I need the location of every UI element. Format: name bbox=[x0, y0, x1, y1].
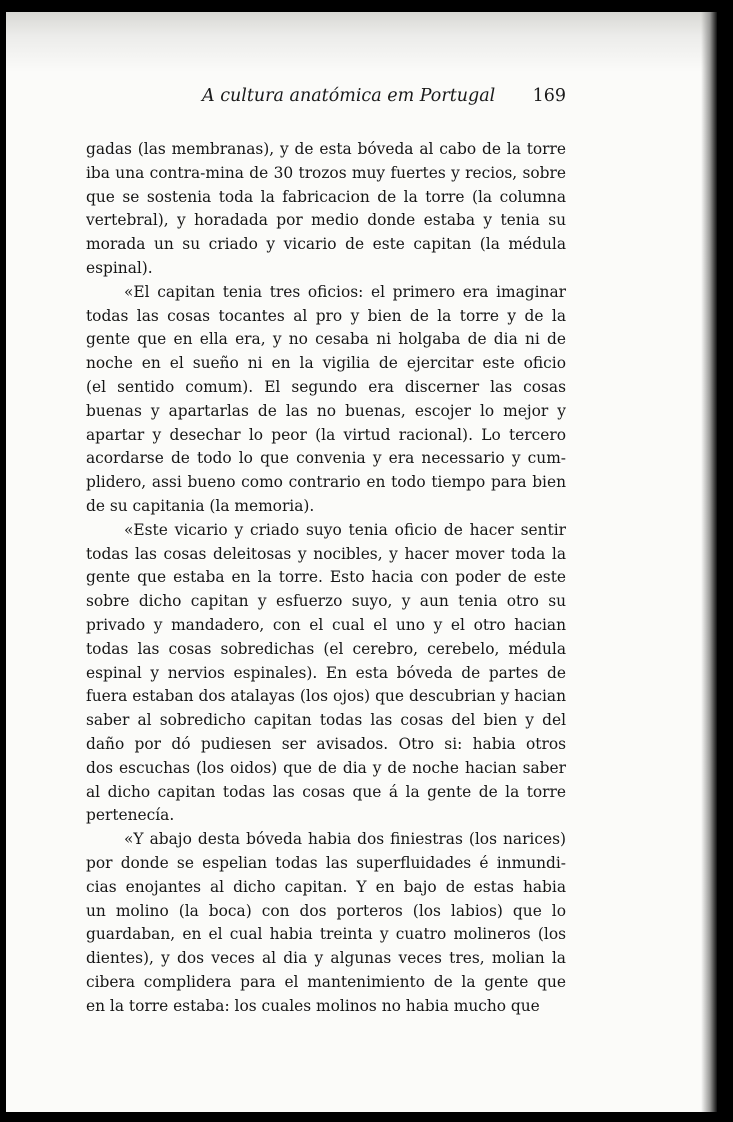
page-header bbox=[86, 86, 566, 112]
scan-edge-right bbox=[701, 12, 717, 1112]
text-line: gente que en ella era, y no cesaba ni holgaba de dia ni de bbox=[86, 330, 566, 349]
text-line: gadas (las membranas), y de esta bóveda al cabo de la torre bbox=[86, 140, 566, 158]
text-line: al dicho capitan todas las cosas que á la gente de la torre bbox=[86, 782, 566, 801]
body-text bbox=[86, 138, 566, 1018]
text-line: de su capitania (la memoria). bbox=[86, 496, 315, 515]
text-line: cibera complidera para el mantenimiento de la gente que bbox=[86, 972, 566, 991]
text-line: iba una contra-mina de 30 trozos muy fuertes y recios, sobre bbox=[86, 163, 566, 182]
text-line: privado y mandadero, con el cual el uno y el otro hacian bbox=[86, 615, 566, 634]
text-line: cias enojantes al dicho capitan. Y en bajo de estas habia bbox=[86, 877, 566, 896]
text-line: acordarse de todo lo que convenia y era necessario y cum- bbox=[86, 449, 566, 468]
paragraph bbox=[86, 138, 566, 281]
text-line: espinal y nervios espinales). En esta bóveda de partes de bbox=[86, 663, 566, 682]
text-line: que se sostenia toda la fabricacion de la torre (la columna bbox=[86, 187, 566, 206]
paragraph bbox=[86, 281, 566, 519]
text-line: «Y abajo desta bóveda habia dos finiestras (los narices) bbox=[124, 830, 566, 849]
text-line: saber al sobredicho capitan todas las cosas del bien y del bbox=[86, 711, 566, 730]
text-line: pertenecía. bbox=[86, 806, 175, 825]
text-line: «Este vicario y criado suyo tenia oficio de hacer sentir bbox=[124, 520, 566, 539]
text-line: apartar y desechar lo peor (la virtud racional). Lo tercero bbox=[86, 425, 566, 444]
text-line: gente que estaba en la torre. Esto hacia con poder de este bbox=[86, 568, 566, 587]
text-line: plidero, assi bueno como contrario en todo tiempo para bien bbox=[86, 473, 566, 492]
text-line: un molino (la boca) con dos porteros (los labios) que lo bbox=[86, 901, 566, 920]
text-line: todas las cosas deleitosas y nocibles, y hacer mover toda la bbox=[86, 544, 566, 563]
text-line: dientes), y dos veces al dia y algunas veces tres, molian la bbox=[86, 949, 566, 968]
text-line: sobre dicho capitan y esfuerzo suyo, y aun tenia otro su bbox=[86, 592, 566, 611]
scan-shadow-top bbox=[6, 12, 717, 72]
page-number: 169 bbox=[532, 86, 566, 106]
paragraph bbox=[86, 828, 566, 1018]
text-line: buenas y apartarlas de las no buenas, escojer lo mejor y bbox=[86, 401, 566, 420]
text-line: todas las cosas tocantes al pro y bien de la torre y de la bbox=[86, 306, 566, 325]
running-title: A cultura anatómica em Portugal bbox=[202, 86, 496, 106]
text-line: guardaban, en el cual habia treinta y cuatro molineros (los bbox=[86, 925, 566, 944]
text-line: (el sentido comum). El segundo era discerner las cosas bbox=[86, 377, 566, 396]
text-line: «El capitan tenia tres oficios: el primero era imaginar bbox=[124, 282, 566, 301]
text-line: por donde se espelian todas las superfluidades é inmundi- bbox=[86, 853, 566, 872]
book-page bbox=[6, 12, 717, 1112]
text-line: dos escuchas (los oidos) que de dia y de noche hacian saber bbox=[86, 758, 566, 777]
text-line: fuera estaban dos atalayas (los ojos) que descubrian y hacian bbox=[86, 687, 566, 706]
text-line: daño por dó pudiesen ser avisados. Otro si: habia otros bbox=[86, 734, 566, 753]
text-line: todas las cosas sobredichas (el cerebro, cerebelo, médula bbox=[86, 639, 566, 658]
text-line: espinal). bbox=[86, 258, 153, 277]
text-line: noche en el sueño ni en la vigilia de ejercitar este oficio bbox=[86, 354, 566, 373]
paragraph bbox=[86, 519, 566, 828]
text-line: vertebral), y horadada por medio donde estaba y tenia su bbox=[86, 211, 566, 230]
text-line: morada un su criado y vicario de este capitan (la médula bbox=[86, 235, 566, 254]
text-line: en la torre estaba: los cuales molinos no habia mucho que bbox=[86, 996, 540, 1015]
